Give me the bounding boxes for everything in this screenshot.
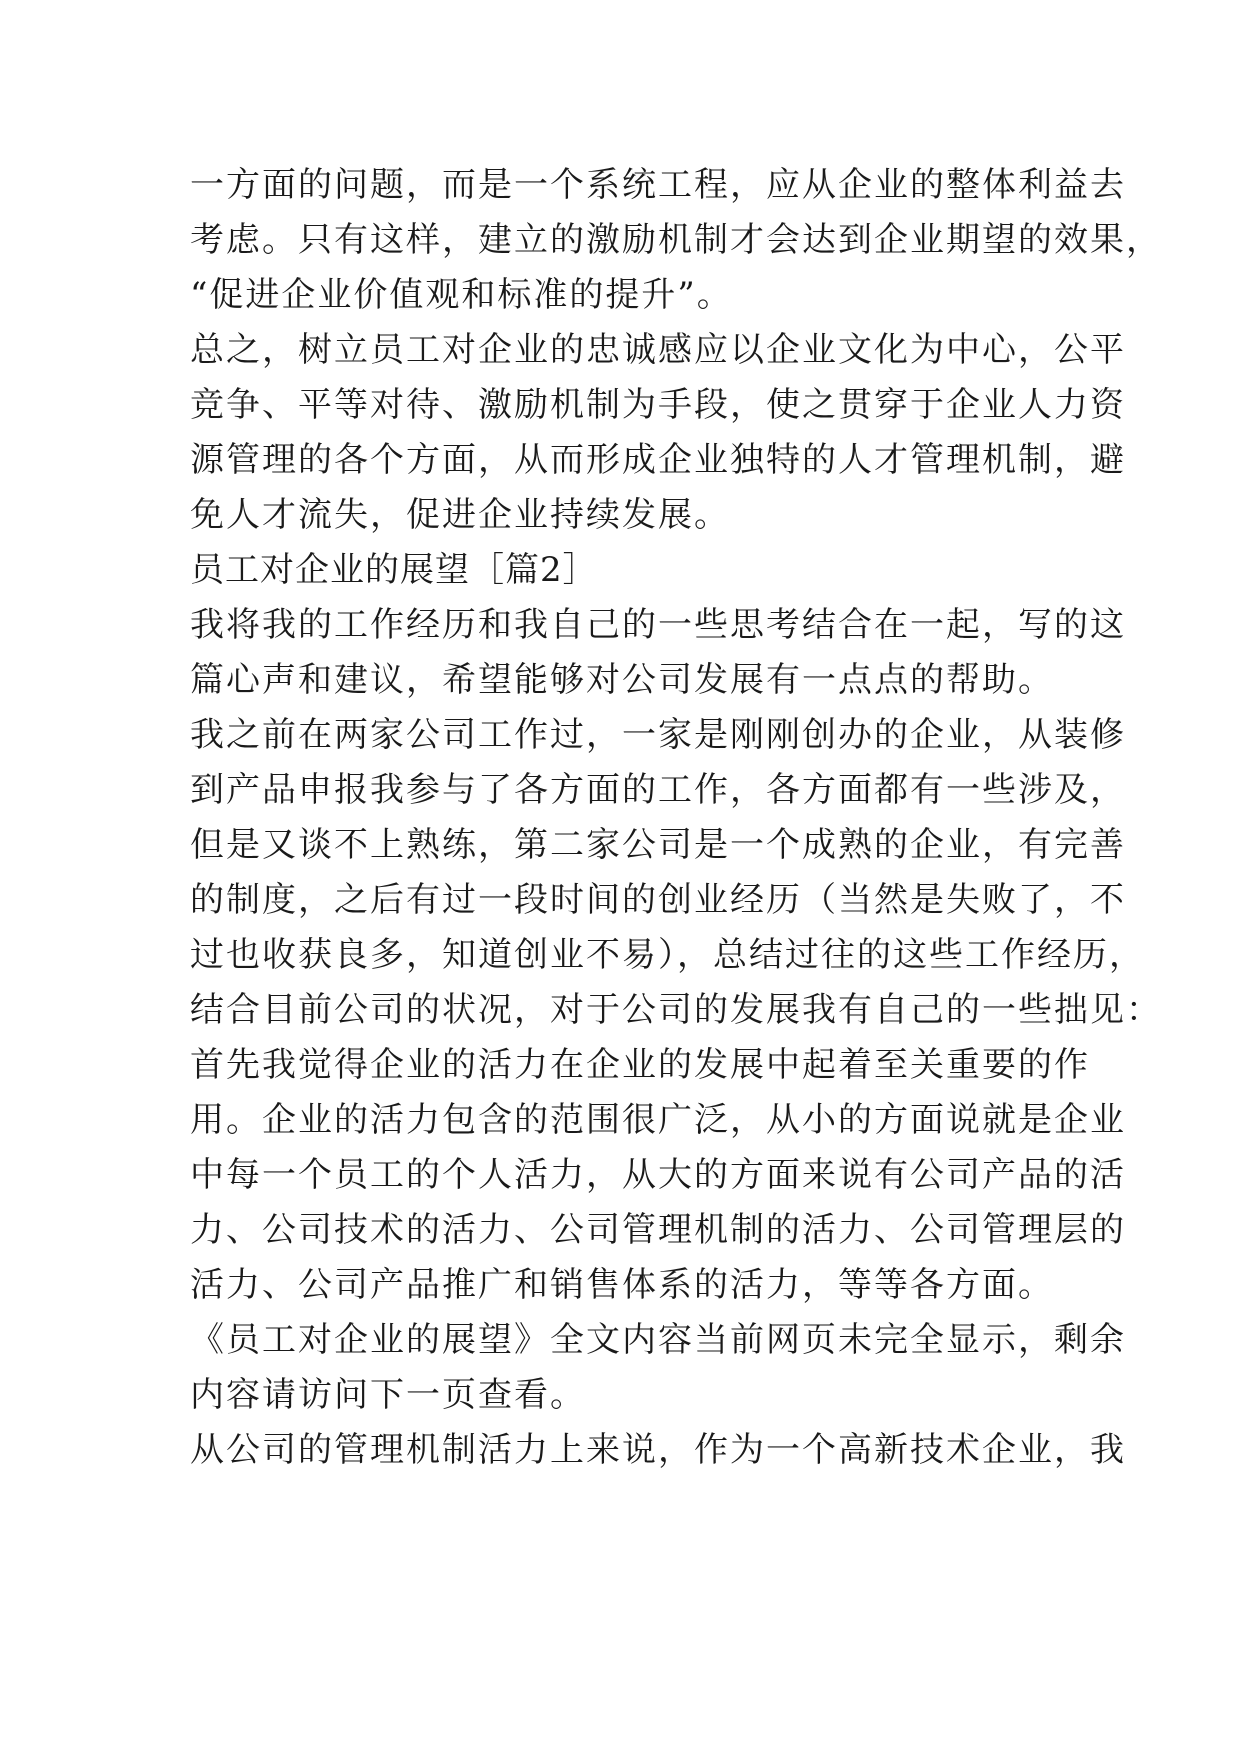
text-line: 力、公司技术的活力、公司管理机制的活力、公司管理层的 [190, 1210, 1126, 1250]
continuation-notice-line: 《员工对企业的展望》全文内容当前网页未完全显示，剩余 [190, 1320, 1126, 1360]
document-body [190, 158, 1162, 1478]
text-line: 中每一个员工的个人活力，从大的方面来说有公司产品的活 [190, 1155, 1126, 1195]
continuation-notice-line: 内容请访问下一页查看。 [190, 1375, 586, 1415]
text-line: 总之，树立员工对企业的忠诚感应以企业文化为中心，公平 [190, 330, 1126, 370]
text-line: 但是又谈不上熟练，第二家公司是一个成熟的企业，有完善 [190, 825, 1126, 865]
text-line: 我将我的工作经历和我自己的一些思考结合在一起，写的这 [190, 605, 1126, 645]
text-line: 源管理的各个方面，从而形成企业独特的人才管理机制，避 [190, 440, 1126, 480]
text-line: “促进企业价值观和标准的提升”。 [190, 275, 733, 315]
text-line: 活力、公司产品推广和销售体系的活力，等等各方面。 [190, 1265, 1054, 1305]
text-line: 过也收获良多，知道创业不易），总结过往的这些工作经历， [190, 935, 1145, 975]
text-line: 我之前在两家公司工作过，一家是刚刚创办的企业，从装修 [190, 715, 1126, 755]
text-line: 篇心声和建议，希望能够对公司发展有一点点的帮助。 [190, 660, 1054, 700]
text-line: 从公司的管理机制活力上来说，作为一个高新技术企业，我 [190, 1430, 1126, 1470]
section-heading: 员工对企业的展望［篇2］ [190, 550, 598, 590]
text-line: 竞争、平等对待、激励机制为手段，使之贯穿于企业人力资 [190, 385, 1126, 425]
text-line: 一方面的问题，而是一个系统工程，应从企业的整体利益去 [190, 165, 1126, 205]
text-line: 首先我觉得企业的活力在企业的发展中起着至关重要的作 [190, 1045, 1090, 1085]
text-line: 的制度，之后有过一段时间的创业经历（当然是失败了，不 [190, 880, 1126, 920]
text-line: 结合目前公司的状况，对于公司的发展我有自己的一些拙见： [190, 990, 1162, 1030]
text-line: 到产品申报我参与了各方面的工作，各方面都有一些涉及， [190, 770, 1126, 810]
text-line: 免人才流失，促进企业持续发展。 [190, 495, 730, 535]
text-line: 考虑。只有这样，建立的激励机制才会达到企业期望的效果， [190, 220, 1162, 260]
text-line: 用。企业的活力包含的范围很广泛，从小的方面说就是企业 [190, 1100, 1126, 1140]
